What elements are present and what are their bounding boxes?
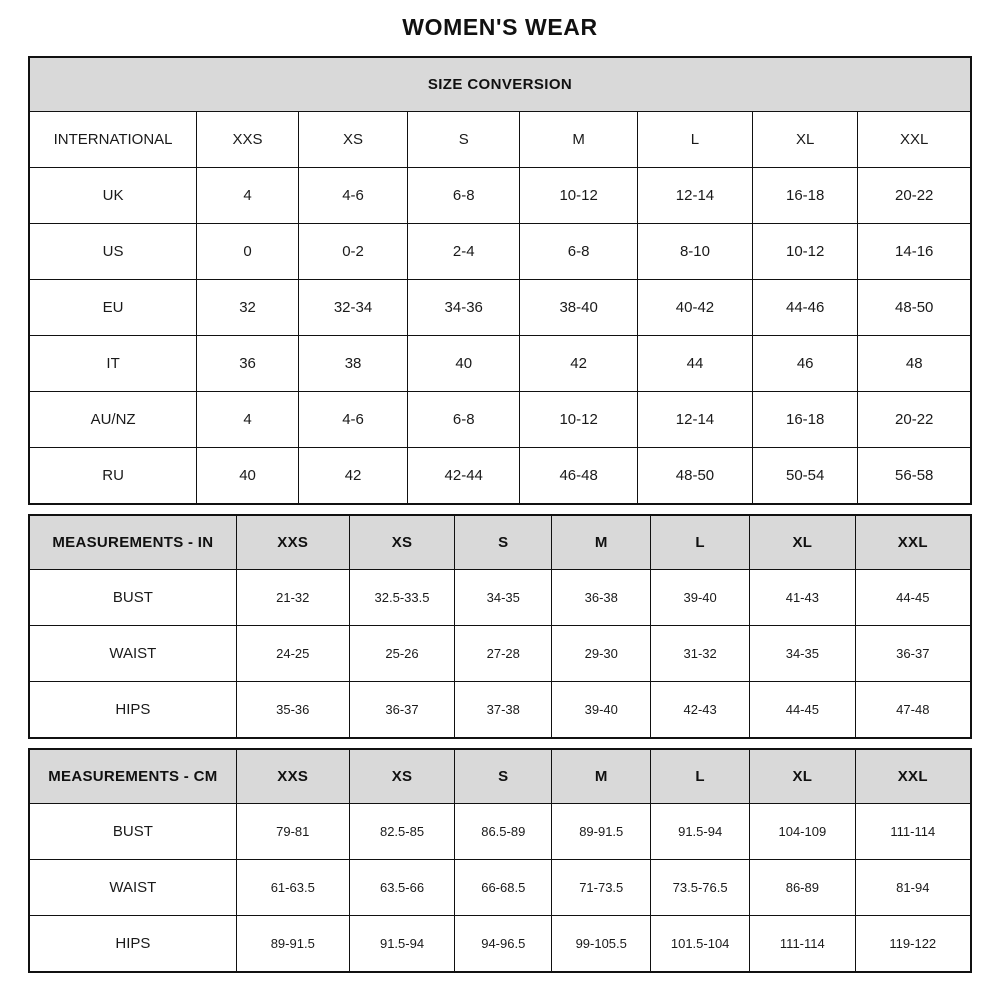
size-cell: 4 bbox=[197, 168, 299, 224]
column-header-xl: XL bbox=[750, 749, 856, 804]
measure-cell: 32.5-33.5 bbox=[349, 570, 455, 626]
size-cell: 38-40 bbox=[520, 280, 638, 336]
column-header-m: M bbox=[552, 515, 651, 570]
measure-cell: 35-36 bbox=[236, 682, 349, 739]
size-cell: 42-44 bbox=[408, 448, 520, 505]
measurements-in-title: MEASUREMENTS - IN bbox=[29, 515, 236, 570]
size-cell: 40 bbox=[197, 448, 299, 505]
column-header-xxs: XXS bbox=[236, 515, 349, 570]
size-cell: 50-54 bbox=[752, 448, 858, 505]
size-cell: 44 bbox=[638, 336, 753, 392]
size-cell: 48-50 bbox=[638, 448, 753, 505]
size-cell: 20-22 bbox=[858, 168, 971, 224]
measure-cell: 81-94 bbox=[855, 860, 971, 916]
size-cell: 38 bbox=[298, 336, 407, 392]
size-cell: 6-8 bbox=[520, 224, 638, 280]
size-cell: 46 bbox=[752, 336, 858, 392]
column-header-xxl: XXL bbox=[855, 515, 971, 570]
measure-cell: 36-37 bbox=[855, 626, 971, 682]
size-cell: 40 bbox=[408, 336, 520, 392]
column-header-xxs: XXS bbox=[197, 112, 299, 168]
row-label-eu: EU bbox=[29, 280, 197, 336]
size-cell: 10-12 bbox=[520, 392, 638, 448]
size-conversion-table bbox=[28, 56, 972, 505]
column-header-s: S bbox=[455, 515, 552, 570]
measure-cell: 82.5-85 bbox=[349, 804, 455, 860]
row-label-bust: BUST bbox=[29, 804, 236, 860]
measure-cell: 36-37 bbox=[349, 682, 455, 739]
size-conversion-column-header-row bbox=[29, 112, 971, 168]
column-header-xl: XL bbox=[750, 515, 856, 570]
size-cell: 40-42 bbox=[638, 280, 753, 336]
size-cell: 46-48 bbox=[520, 448, 638, 505]
measure-cell: 39-40 bbox=[651, 570, 750, 626]
table-row-it bbox=[29, 336, 971, 392]
measure-cell: 89-91.5 bbox=[552, 804, 651, 860]
measure-cell: 61-63.5 bbox=[236, 860, 349, 916]
size-cell: 20-22 bbox=[858, 392, 971, 448]
measure-cell: 91.5-94 bbox=[651, 804, 750, 860]
column-header-l: L bbox=[638, 112, 753, 168]
measure-cell: 31-32 bbox=[651, 626, 750, 682]
row-label-waist: WAIST bbox=[29, 626, 236, 682]
table-row-hips-cm bbox=[29, 916, 971, 973]
row-label-waist: WAIST bbox=[29, 860, 236, 916]
measure-cell: 27-28 bbox=[455, 626, 552, 682]
measure-cell: 47-48 bbox=[855, 682, 971, 739]
table-row-waist-in bbox=[29, 626, 971, 682]
column-header-m: M bbox=[552, 749, 651, 804]
row-label-it: IT bbox=[29, 336, 197, 392]
size-cell: 8-10 bbox=[638, 224, 753, 280]
measure-cell: 91.5-94 bbox=[349, 916, 455, 973]
column-header-xs: XS bbox=[349, 749, 455, 804]
size-cell: 0-2 bbox=[298, 224, 407, 280]
size-cell: 48 bbox=[858, 336, 971, 392]
size-cell: 4 bbox=[197, 392, 299, 448]
table-row-waist-cm bbox=[29, 860, 971, 916]
size-cell: 32-34 bbox=[298, 280, 407, 336]
page-title: WOMEN'S WEAR bbox=[402, 14, 598, 40]
table-row-uk bbox=[29, 168, 971, 224]
measure-cell: 79-81 bbox=[236, 804, 349, 860]
size-cell: 16-18 bbox=[752, 392, 858, 448]
table-row-ru bbox=[29, 448, 971, 505]
size-cell: 2-4 bbox=[408, 224, 520, 280]
measure-cell: 44-45 bbox=[855, 570, 971, 626]
measure-cell: 21-32 bbox=[236, 570, 349, 626]
measure-cell: 104-109 bbox=[750, 804, 856, 860]
size-cell: 36 bbox=[197, 336, 299, 392]
row-label-hips: HIPS bbox=[29, 682, 236, 739]
column-header-s: S bbox=[455, 749, 552, 804]
measurements-cm-table bbox=[28, 748, 972, 973]
size-cell: 4-6 bbox=[298, 168, 407, 224]
table-row-hips-in bbox=[29, 682, 971, 739]
row-label-ru: RU bbox=[29, 448, 197, 505]
column-header-l: L bbox=[651, 515, 750, 570]
column-header-xxs: XXS bbox=[236, 749, 349, 804]
table-row-aunz bbox=[29, 392, 971, 448]
measurements-in-header-row bbox=[29, 515, 971, 570]
row-label-bust: BUST bbox=[29, 570, 236, 626]
row-label-uk: UK bbox=[29, 168, 197, 224]
column-header-xxl: XXL bbox=[855, 749, 971, 804]
size-cell: 10-12 bbox=[752, 224, 858, 280]
size-cell: 32 bbox=[197, 280, 299, 336]
size-cell: 12-14 bbox=[638, 392, 753, 448]
measure-cell: 111-114 bbox=[750, 916, 856, 973]
measure-cell: 89-91.5 bbox=[236, 916, 349, 973]
row-label-aunz: AU/NZ bbox=[29, 392, 197, 448]
measure-cell: 73.5-76.5 bbox=[651, 860, 750, 916]
measure-cell: 37-38 bbox=[455, 682, 552, 739]
measure-cell: 94-96.5 bbox=[455, 916, 552, 973]
measure-cell: 34-35 bbox=[455, 570, 552, 626]
column-header-m: M bbox=[520, 112, 638, 168]
size-conversion-title: SIZE CONVERSION bbox=[29, 57, 971, 112]
measure-cell: 86-89 bbox=[750, 860, 856, 916]
column-header-xl: XL bbox=[752, 112, 858, 168]
table-row-bust-in bbox=[29, 570, 971, 626]
row-label-us: US bbox=[29, 224, 197, 280]
column-header-international: INTERNATIONAL bbox=[29, 112, 197, 168]
measure-cell: 66-68.5 bbox=[455, 860, 552, 916]
measure-cell: 99-105.5 bbox=[552, 916, 651, 973]
measure-cell: 29-30 bbox=[552, 626, 651, 682]
measure-cell: 111-114 bbox=[855, 804, 971, 860]
measurements-cm-header-row bbox=[29, 749, 971, 804]
table-row-bust-cm bbox=[29, 804, 971, 860]
size-cell: 16-18 bbox=[752, 168, 858, 224]
column-header-l: L bbox=[651, 749, 750, 804]
size-cell: 10-12 bbox=[520, 168, 638, 224]
size-cell: 12-14 bbox=[638, 168, 753, 224]
measure-cell: 101.5-104 bbox=[651, 916, 750, 973]
column-header-xs: XS bbox=[298, 112, 407, 168]
measure-cell: 41-43 bbox=[750, 570, 856, 626]
row-label-hips: HIPS bbox=[29, 916, 236, 973]
size-cell: 42 bbox=[520, 336, 638, 392]
size-conversion-banner-row bbox=[29, 57, 971, 112]
measure-cell: 71-73.5 bbox=[552, 860, 651, 916]
size-cell: 42 bbox=[298, 448, 407, 505]
table-row-eu bbox=[29, 280, 971, 336]
column-header-xs: XS bbox=[349, 515, 455, 570]
measure-cell: 44-45 bbox=[750, 682, 856, 739]
size-cell: 0 bbox=[197, 224, 299, 280]
measure-cell: 25-26 bbox=[349, 626, 455, 682]
measure-cell: 24-25 bbox=[236, 626, 349, 682]
measure-cell: 119-122 bbox=[855, 916, 971, 973]
measurements-cm-title: MEASUREMENTS - CM bbox=[29, 749, 236, 804]
table-row-us bbox=[29, 224, 971, 280]
measure-cell: 34-35 bbox=[750, 626, 856, 682]
size-cell: 56-58 bbox=[858, 448, 971, 505]
size-cell: 6-8 bbox=[408, 168, 520, 224]
measure-cell: 86.5-89 bbox=[455, 804, 552, 860]
size-cell: 14-16 bbox=[858, 224, 971, 280]
column-header-s: S bbox=[408, 112, 520, 168]
size-cell: 34-36 bbox=[408, 280, 520, 336]
size-cell: 48-50 bbox=[858, 280, 971, 336]
measurements-in-table bbox=[28, 514, 972, 739]
size-cell: 44-46 bbox=[752, 280, 858, 336]
column-header-xxl: XXL bbox=[858, 112, 971, 168]
measure-cell: 39-40 bbox=[552, 682, 651, 739]
size-cell: 4-6 bbox=[298, 392, 407, 448]
measure-cell: 63.5-66 bbox=[349, 860, 455, 916]
measure-cell: 42-43 bbox=[651, 682, 750, 739]
measure-cell: 36-38 bbox=[552, 570, 651, 626]
size-cell: 6-8 bbox=[408, 392, 520, 448]
